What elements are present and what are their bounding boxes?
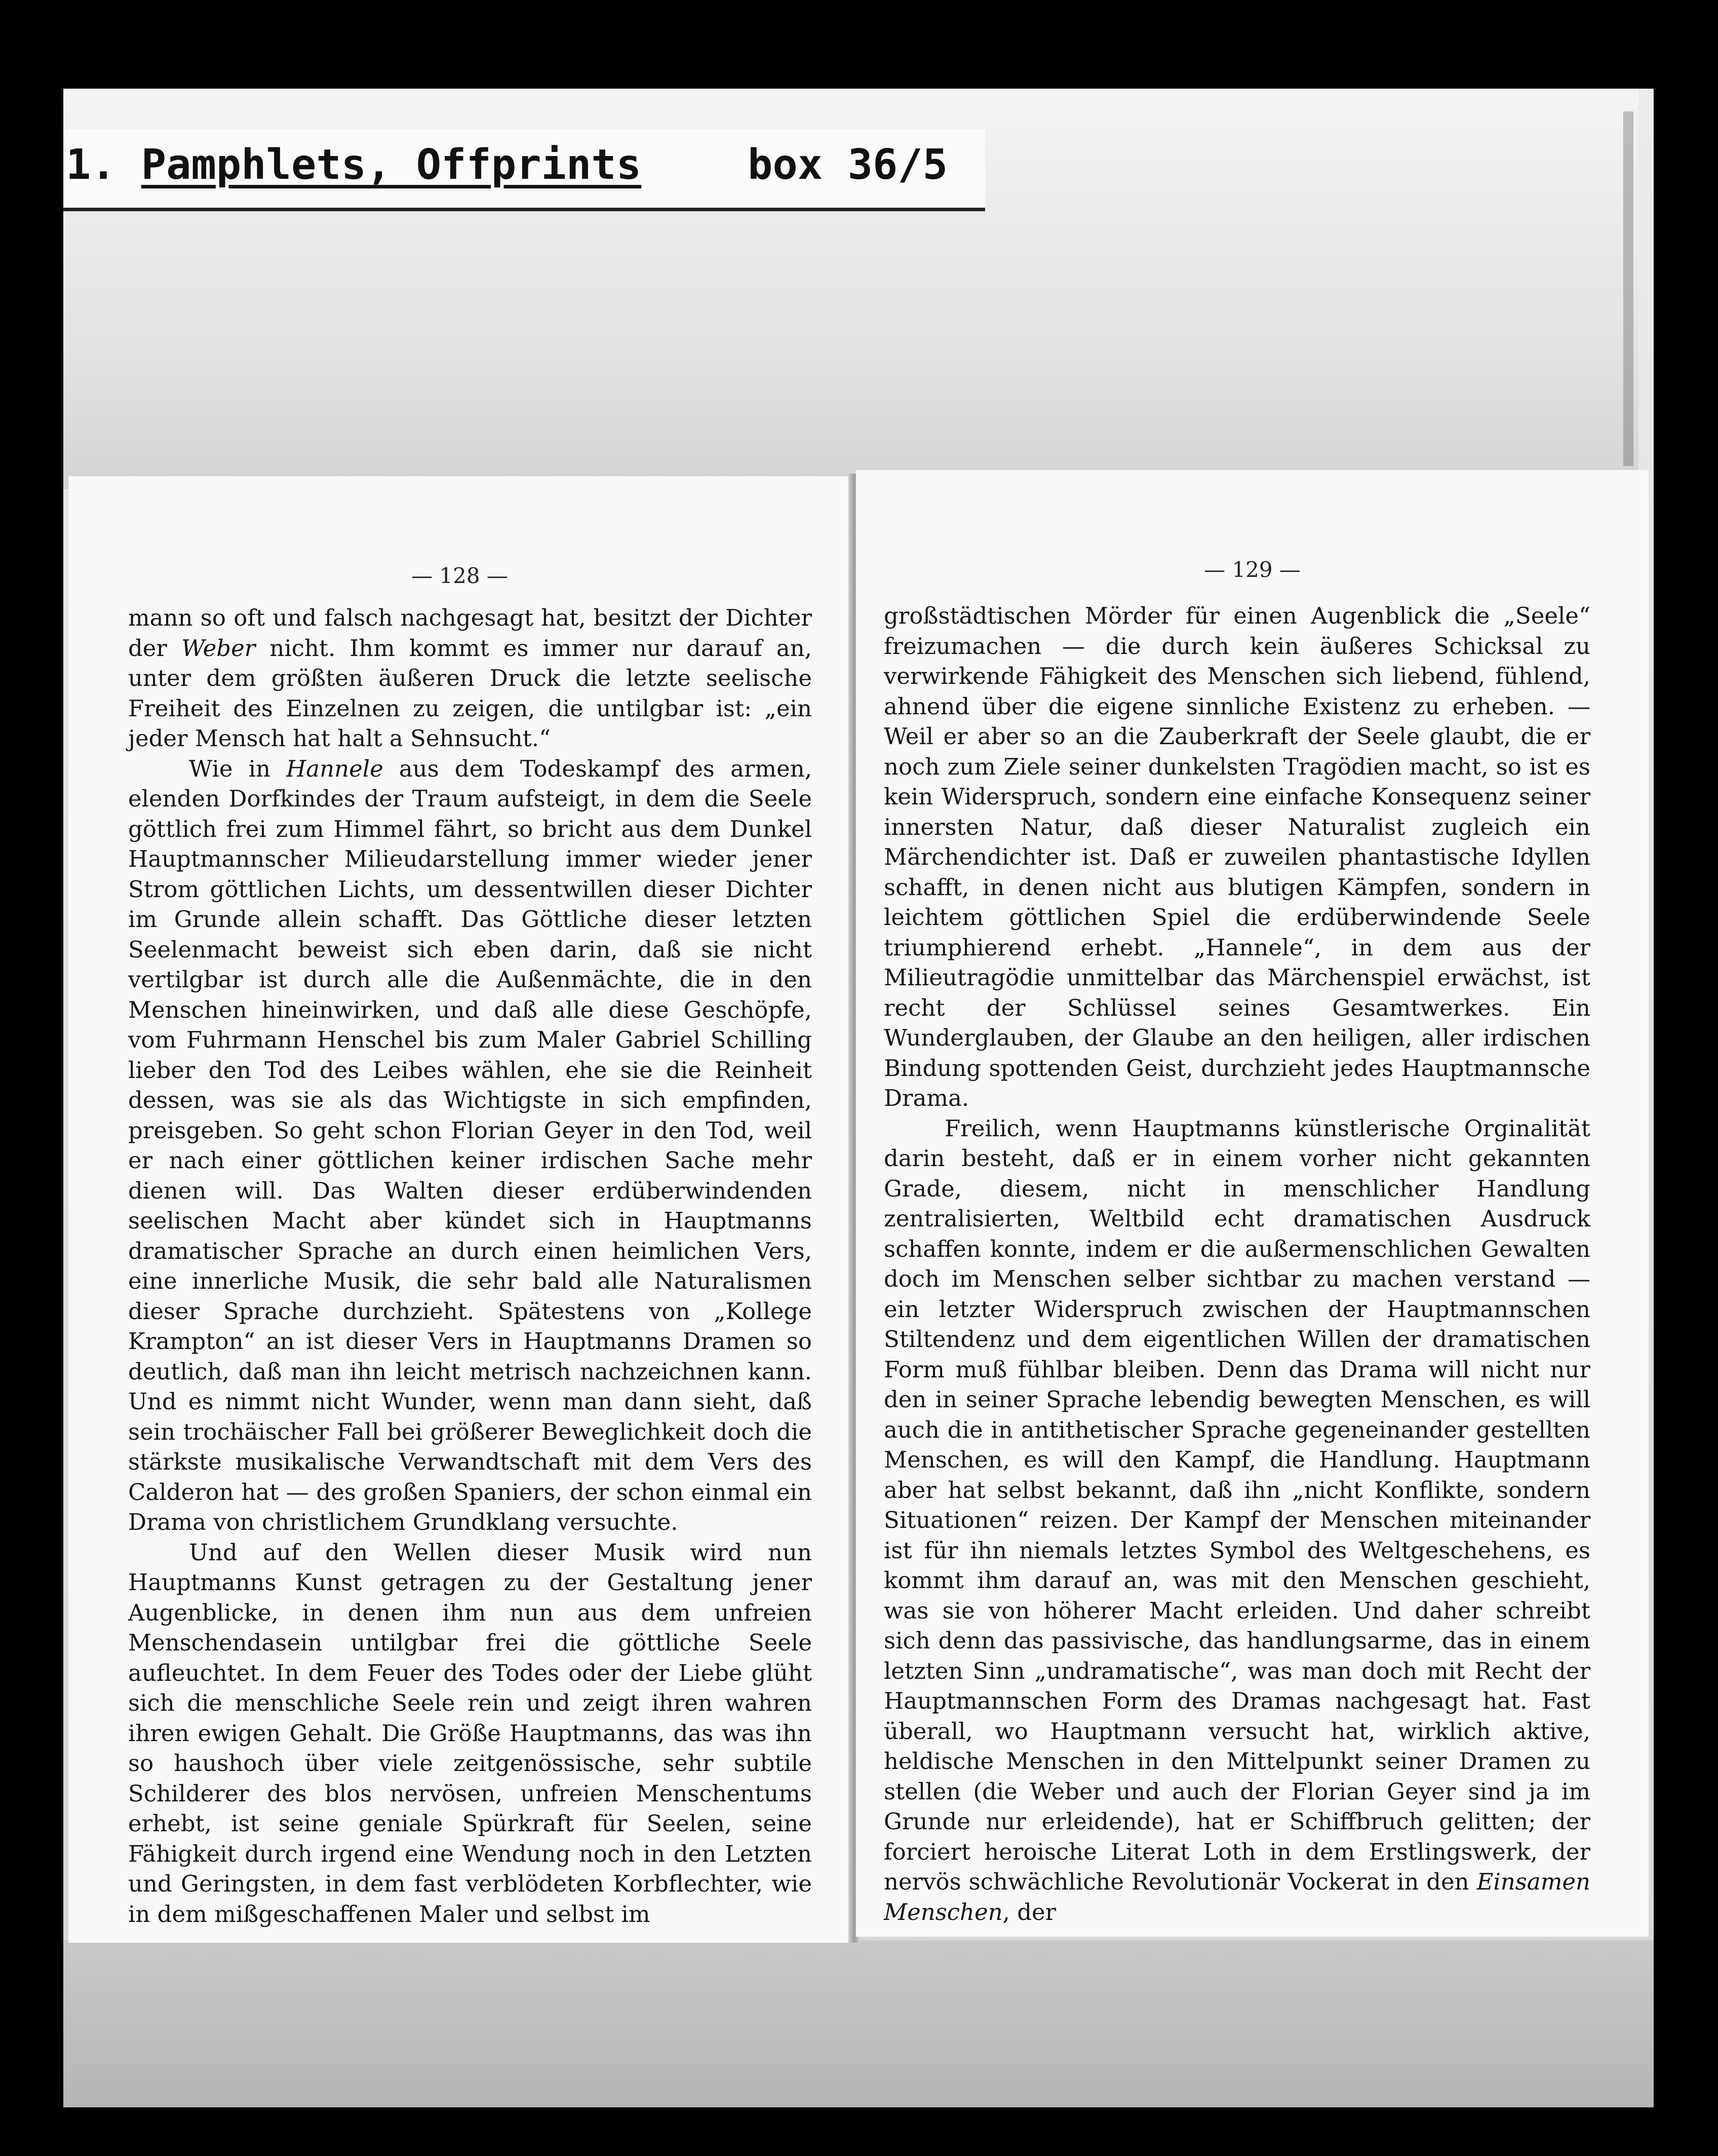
sheet-edge-shadow xyxy=(1623,111,1633,466)
lower-sheet xyxy=(63,1940,1654,2107)
archive-label-box: box 36/5 xyxy=(748,140,948,189)
italic-title: Hannele xyxy=(286,755,383,782)
paragraph: Freilich, wenn Hauptmanns künstlerische Orginalität darin besteht, daß er in einem vorher nicht gekannten Grade, diesem, nicht in menschlicher Handlung zentralisierten, Weltbild echt dramatischen Ausdruck schaffen konnte, indem er die außermenschlichen Gewalten doch im Menschen selber sichtbar zu machen verstand — ein letzter Widerspruch zwischen der Hauptmannschen Stiltendenz und dem eigentlichen Willen der dramatischen Form muß fühlbar bleiben. Denn das Drama will nicht nur den in seiner Sprache lebendig bewegten Menschen, es will auch die in antithetischer Sprache gegeneinander gestellten Menschen, es will den Kampf, die Handlung. Hauptmann aber hat selbst bekannt, daß ihn „nicht Konflikte, sondern Situationen“ reizen. Der Kampf der Menschen miteinander ist für ihn niemals letztes Symbol des Weltgeschehens, es kommt ihm darauf an, was mit den Menschen geschieht, was sie von höherer Macht erleiden. Und daher schreibt sich denn das passivische, das handlungsarme, das in einem letzten Sinn „undramatische“, was man doch mit Recht der Hauptmannschen Form des Dramas nachgesagt hat. Fast überall, wo Hauptmann versucht hat, wirklich aktive, heldische Menschen in den Mittelpunkt seiner Dramen zu stellen (die Weber und auch der Florian Geyer sind ja im Grunde nur erleidende), hat er Schiffbruch gelitten; der forciert heroische Literat Loth in dem Erstlingswerk, der nervös schwächliche Revolutionär Vockerat in den Einsamen Menschen, der xyxy=(884,1114,1590,1926)
paragraph: Und auf den Wellen dieser Musik wird nun Hauptmanns Kunst getragen zu der Gestaltung jener Augenblicke, in denen ihm nun aus dem unfreien Menschendasein untilgbar frei die göttliche Seele aufleuchtet. In dem Feuer des Todes oder der Liebe glüht sich die menschliche Seele rein und zeigt ihren wahren ihren ewigen Gehalt. Die Größe Hauptmanns, das was ihn so haushoch über viele zeitgenössische, sehr subtile Schilderer des blos nervösen, unfreien Menschentums erhebt, ist seine geniale Spürkraft für Seelen, seine Fähigkeit durch irgend eine Wendung noch in den Letzten und Geringsten, in dem fast verblödeten Korbflechter, wie in dem mißgeschaffenen Maler und selbst im xyxy=(128,1538,812,1928)
right-page xyxy=(856,470,1649,1937)
archive-label-number: 1. xyxy=(66,140,116,189)
page-number: — 128 — xyxy=(411,563,508,588)
italic-title: Weber xyxy=(181,634,256,662)
paragraph: Wie in Hannele aus dem Todeskampf des armen, elenden Dorfkindes der Traum aufsteigt, in dem die Seele göttlich frei zum Himmel fährt, so bricht aus dem Dunkel Hauptmannscher Milieudarstellung immer wieder jener Strom göttlichen Lichts, um dessentwillen dieser Dichter im Grunde allein schafft. Das Göttliche dieser letzten Seelenmacht beweist sich eben darin, daß sie nicht vertilgbar ist durch alle die Außenmächte, die in den Menschen hineinwirken, und daß alle diese Geschöpfe, vom Fuhrmann Henschel bis zum Maler Gabriel Schilling lieber den Tod des Leibes wählen, ehe sie die Reinheit dessen, was sie als das Wichtigste in sich empfinden, preisgeben. So geht schon Florian Geyer in den Tod, weil er nach einer göttlichen keiner irdischen Sache mehr dienen will. Das Walten dieser erdüberwindenden seelischen Macht aber kündet sich in Hauptmanns dramatischer Sprache an durch einen heimlichen Vers, eine innerliche Musik, die sehr bald alle Naturalismen dieser Sprache durchzieht. Spätestens von „Kollege Krampton“ an ist dieser Vers in Hauptmanns Dramen so deutlich, daß man ihn leicht metrisch nachzeichnen kann. Und es nimmt nicht Wunder, wenn man dann sieht, daß sein trochäischer Fall bei größerer Beweglichkeit doch die stärkste musikalische Verwandtschaft mit dem Vers des Calderon hat — des großen Spaniers, der schon einmal ein Drama von christlichem Grundklang versuchte. xyxy=(128,755,812,1535)
paragraph: mann so oft und falsch nachgesagt hat, besitzt der Dichter der Weber nicht. Ihm kommt es immer nur darauf an, unter dem größten äußeren Druck die letzte seelische Freiheit des Einzelnen zu zeigen, die untilgbar ist: „ein jeder Mensch hat halt a Sehnsucht.“ xyxy=(128,604,812,752)
page-number: — 129 — xyxy=(1204,557,1301,582)
paragraph: großstädtischen Mörder für einen Augenblick die „Seele“ freizumachen — die durch kein äußeres Schicksal zu verwirkende Fähigkeit des Menschen sich liebend, fühlend, ahnend über die eigene sinnliche Existenz zu erheben. — Weil er aber so an die Zauberkraft der Seele glaubt, die er noch zum Ziele seiner dunkelsten Tragödien macht, so ist es kein Widerspruch, sondern eine einfache Konsequenz seiner innersten Natur, daß dieser Naturalist zugleich ein Märchendichter ist. Daß er zuweilen phantastische Idyllen schafft, in denen nicht aus blutigen Kämpfen, sondern in leichtem göttlichen Spiel die erdüberwindende Seele triumphierend erhebt. „Hannele“, in dem aus der Milieutragödie unmittelbar das Märchenspiel erwächst, ist recht der Schlüssel seines Gesamtwerkes. Ein Wunderglauben, der Glaube an den heiligen, aller irdischen Bindung spottenden Geist, durchzieht jedes Hauptmannsche Drama. xyxy=(884,602,1590,1111)
archive-label-title: Pamphlets, Offprints xyxy=(141,140,642,189)
left-page xyxy=(68,476,851,1943)
page-text xyxy=(128,603,812,1929)
page-text xyxy=(884,601,1590,1927)
archive-label xyxy=(66,137,948,192)
italic-title: Einsamen Menschen xyxy=(884,1868,1590,1926)
